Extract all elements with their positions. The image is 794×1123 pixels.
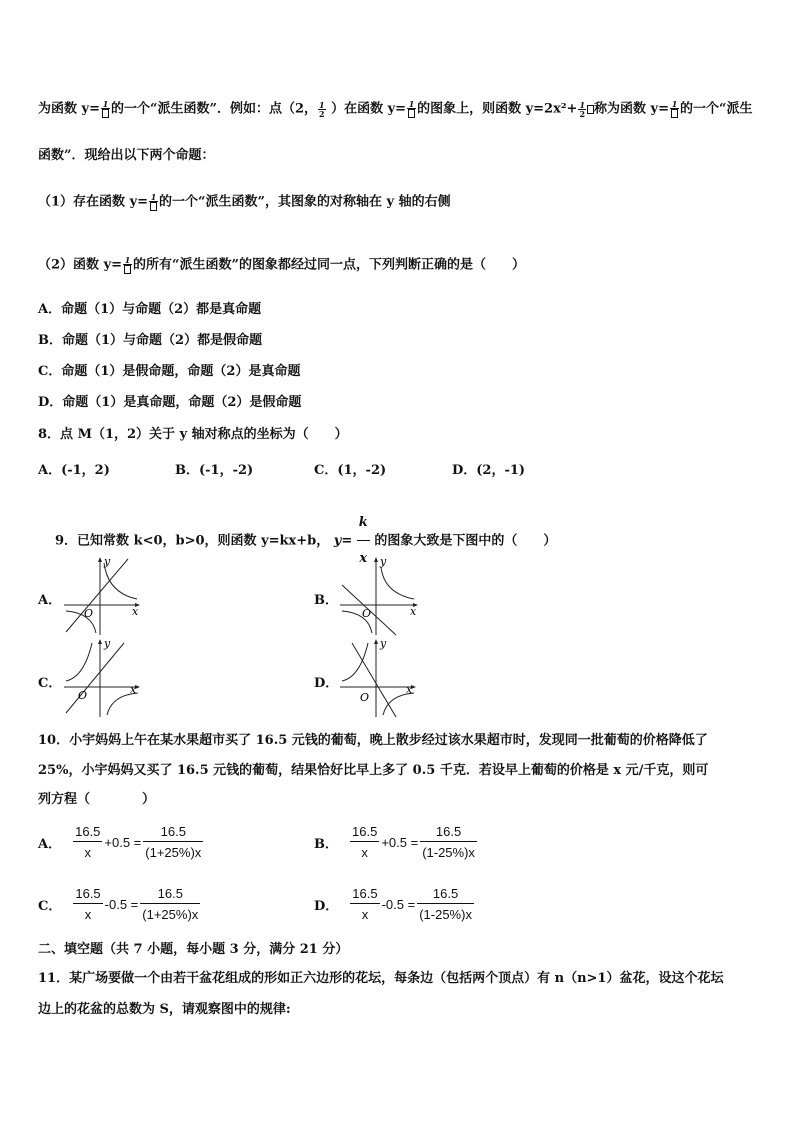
q7-stem-line-1: 为函数 y= 1 的一个“派生函数”．例如：点（2， $\frac{1}{2}$ ）在函数 y= 1 的图象上，则函数 y=2x²+ $\frac{1}{2}$ 称为函数 y= 1 的一个“派生 [38, 99, 753, 119]
q9-label-b: B． [314, 593, 338, 608]
fraction-1-over-x: 1 [670, 100, 679, 118]
origin-label: O [360, 691, 370, 704]
fraction-one-half: $\frac{1}{2}$ [319, 99, 325, 119]
x-axis-label: x [410, 605, 417, 618]
q8-option-c: C．(1，-2) [314, 463, 387, 478]
origin-label: O [78, 689, 88, 702]
fraction-one-half: $\frac{1}{2}$ [579, 99, 586, 119]
q7-option-d: D．命题（1）是真命题，命题（2）是假命题 [38, 395, 302, 410]
section-2-heading: 二、填空题（共 7 小题，每小题 3 分，满分 21 分） [38, 942, 349, 957]
fraction-1-over-x: 1 [149, 193, 158, 211]
origin-label: O [84, 607, 94, 620]
q10-option-c: C． $\frac{16.5}{x}$ -0.5 = $\frac{16.5}{(1+25\%)x}$ [38, 886, 199, 922]
question-10-line-1: 10．小宇妈妈上午在某水果超市买了 16.5 元钱的葡萄，晚上散步经过该水果超市时，发现同一批葡萄的价格降低了 [38, 733, 708, 748]
proposition-1: （1）存在函数 y= 1 的一个“派生函数”，其图象的对称轴在 y 轴的右侧 [38, 192, 451, 210]
y-axis-label: y [104, 555, 111, 568]
q8-option-a: A．(-1，2) [38, 463, 110, 478]
fraction-1-over-x: 1 [407, 100, 416, 118]
proposition-2: （2）函数 y= 1 的所有“派生函数”的图象都经过同一点，下列判断正确的是（ ） [38, 255, 525, 273]
x-axis-label: x [132, 605, 139, 618]
x-axis-label: x [406, 683, 413, 696]
fraction-1-over-x: 1 [101, 100, 110, 118]
q9-label-d: D． [314, 676, 339, 691]
q7-option-a: A．命题（1）与命题（2）都是真命题 [38, 302, 262, 317]
q9-label-c: C． [38, 676, 62, 691]
q8-option-b: B．(-1，-2) [175, 463, 254, 478]
x-axis-label: x [130, 683, 137, 696]
question-8: 8．点 M（1，2）关于 y 轴对称点的坐标为（ ） [38, 427, 348, 442]
q9-graph-c [62, 637, 142, 719]
y-axis-label: y [104, 637, 111, 650]
q9-graph-b [338, 555, 420, 637]
q7-option-b: B．命题（1）与命题（2）都是假命题 [38, 333, 263, 348]
q9-label-a: A． [38, 593, 62, 608]
q8-option-d: D．(2，-1) [452, 463, 526, 478]
q9-graph-a [62, 555, 142, 637]
question-9: 9．已知常数 k<0，b>0，则函数 y=kx+b， y= $\frac{k}{x}$ 的图象大致是下图中的（ ） [55, 508, 556, 574]
question-10-line-3: 列方程（ ） [38, 792, 156, 807]
origin-label: O [362, 607, 372, 620]
q10-option-b: B． $\frac{16.5}{x}$ +0.5 = $\frac{16.5}{(1-25\%)x}$ [314, 824, 475, 860]
y-axis-label: y [380, 555, 387, 568]
q9-graph-d [338, 637, 418, 719]
q10-option-a: A． $\frac{16.5}{x}$ +0.5 = $\frac{16.5}{(1+25\%)x}$ [38, 824, 202, 860]
q7-option-c: C．命题（1）是假命题，命题（2）是真命题 [38, 364, 301, 379]
y-axis-label: y [380, 637, 387, 650]
q7-stem-line-2: 函数”．现给出以下两个命题： [38, 148, 215, 163]
question-11-line-1: 11．某广场要做一个由若干盆花组成的形如正六边形的花坛，每条边（包括两个顶点）有 n（n>1）盆花，设这个花坛 [38, 971, 724, 986]
question-11-line-2: 边上的花盆的总数为 S，请观察图中的规律: [38, 1002, 291, 1017]
question-10-line-2: 25%，小宇妈妈又买了 16.5 元钱的葡萄，结果恰好比早上多了 0.5 千克．若设早上葡萄的价格是 x 元/千克，则可 [38, 763, 709, 778]
fraction-1-over-x: 1 [123, 256, 132, 274]
q10-option-d: D． $\frac{16.5}{x}$ -0.5 = $\frac{16.5}{(1-25\%)x}$ [314, 886, 472, 922]
fraction-k-over-x: $\frac{k}{x}$ [357, 508, 370, 574]
